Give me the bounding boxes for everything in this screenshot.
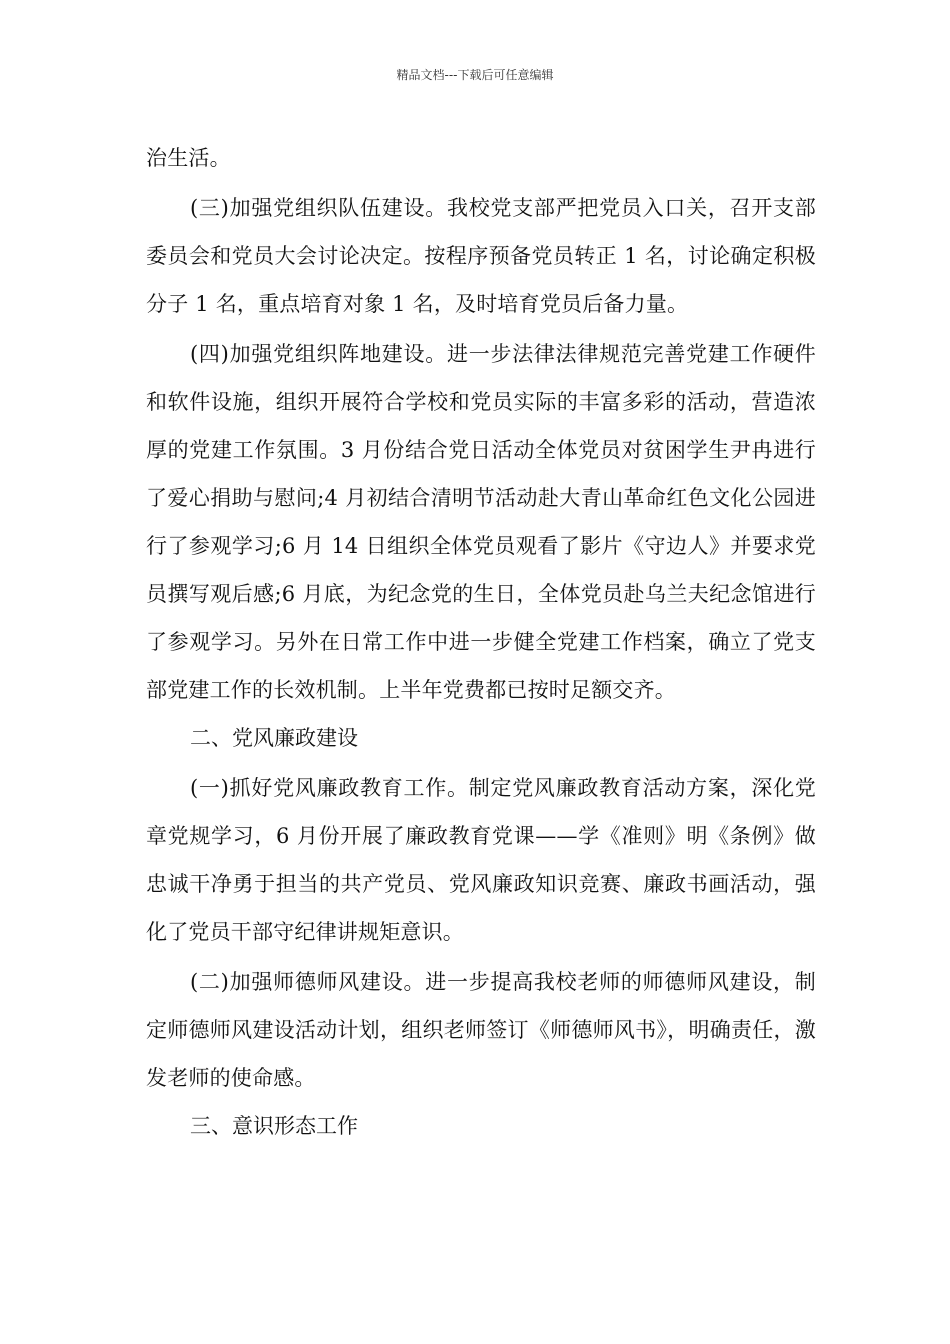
paragraph-continuation: 治生活。 — [146, 146, 231, 170]
paragraph-team-building: (三)加强党组织队伍建设。我校党支部严把党员入口关，召开支部委员会和党员大会讨论决定。按程序预备党员转正 1 名，讨论确定积极分子 1 名，重点培育对象 1 名，及时培育党员后备力量。 — [146, 196, 816, 316]
paragraph-position-building: (四)加强党组织阵地建设。进一步法律法律规范完善党建工作硬件和软件设施，组织开展符合学校和党员实际的丰富多彩的活动，营造浓厚的党建工作氛围。3 月份结合党日活动全体党员对贫困学生尹冉进行了爱心捐助与慰问;4 月初结合清明节活动赴大青山革命红色文化公园进行了参观学习;6 月 14 日组织全体党员观看了影片《守边人》并要求党员撰写观后感;6 月底，为纪念党的生日，全体党员赴乌兰夫纪念馆进行了参观学习。另外在日常工作中进一步健全党建工作档案，确立了党支部党建工作的长效机制。上半年党费都已按时足额交齐。 — [146, 342, 816, 702]
document-body — [146, 134, 816, 1150]
section-heading-ideology: 三、意识形态工作 — [190, 1114, 358, 1138]
paragraph-teacher-ethics: (二)加强师德师风建设。进一步提高我校老师的师德师风建设，制定师德师风建设活动计划，组织老师签订《师德师风书》，明确责任，激发老师的使命感。 — [146, 970, 816, 1090]
section-heading-integrity: 二、党风廉政建设 — [190, 726, 358, 750]
paragraph-integrity-education: (一)抓好党风廉政教育工作。制定党风廉政教育活动方案，深化党章党规学习，6 月份开展了廉政教育党课——学《准则》明《条例》做忠诚干净勇于担当的共产党员、党风廉政知识竞赛、廉政书画活动，强化了党员干部守纪律讲规矩意识。 — [146, 776, 816, 944]
page-header: 精品文档---下载后可任意编辑 — [396, 68, 554, 82]
